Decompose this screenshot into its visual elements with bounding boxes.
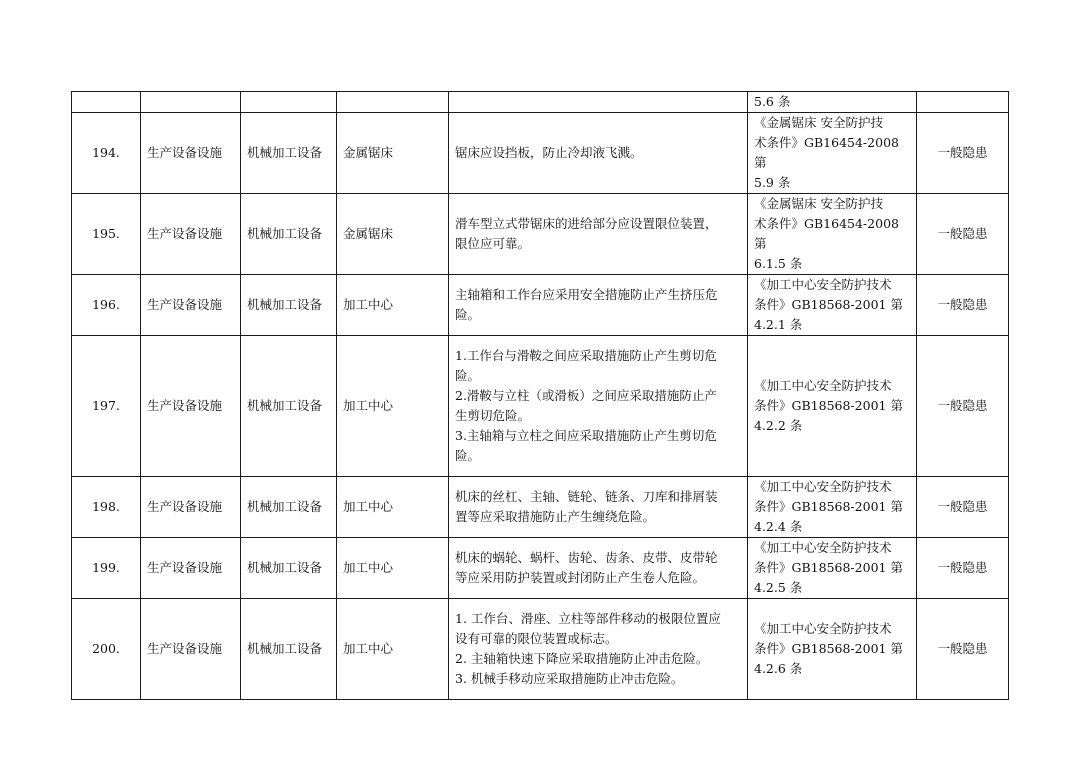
cell-equipment-type [337, 92, 449, 113]
cell-requirement [449, 599, 748, 700]
cell-basis-line: 4.2.1 条 [754, 317, 803, 332]
table-row [72, 194, 1009, 275]
cell-basis-line: 《加工中心安全防护技术 [754, 277, 892, 292]
cell-basis-line: 《加工中心安全防护技术 [754, 378, 892, 393]
cell-requirement [449, 275, 748, 336]
cell-basis-line: 《加工中心安全防护技术 [754, 540, 892, 555]
cell-hazard-level: 一般隐患 [917, 336, 1009, 477]
table-row [72, 336, 1009, 477]
cell-hazard-level [917, 92, 1009, 113]
cell-basis-line: 6.1.5 条 [754, 256, 803, 271]
cell-category: 生产设备设施 [141, 275, 241, 336]
table-row [72, 477, 1009, 538]
row-number: 194. [72, 113, 141, 194]
cell-requirement-line: 主轴箱和工作台应采用安全措施防止产生挤压危 [455, 287, 718, 302]
cell-hazard-level: 一般隐患 [917, 599, 1009, 700]
cell-requirement-line: 2. 主轴箱快速下降应采取措施防止冲击危险。 [455, 651, 709, 666]
cell-requirement-line: 险。 [455, 307, 481, 322]
cell-basis [748, 194, 917, 275]
cell-requirement [449, 113, 748, 194]
table-row [72, 113, 1009, 194]
cell-requirement-line: 置等应采取措施防止产生缠绕危险。 [455, 509, 656, 524]
cell-equipment: 机械加工设备 [241, 599, 337, 700]
hazard-table [71, 91, 1009, 700]
cell-equipment-type: 金属锯床 [337, 113, 449, 194]
cell-equipment-type: 加工中心 [337, 599, 449, 700]
cell-basis-line: 术条件》GB16454-2008 第 [754, 135, 899, 170]
cell-equipment-type: 加工中心 [337, 477, 449, 538]
table-body [72, 92, 1009, 700]
cell-requirement [449, 194, 748, 275]
row-number [72, 92, 141, 113]
table-row [72, 538, 1009, 599]
cell-basis-line: 《金属锯床 安全防护技 [754, 115, 883, 130]
cell-basis-line: 4.2.5 条 [754, 580, 803, 595]
row-number: 195. [72, 194, 141, 275]
row-number: 197. [72, 336, 141, 477]
cell-equipment: 机械加工设备 [241, 336, 337, 477]
cell-requirement [449, 477, 748, 538]
cell-equipment [241, 92, 337, 113]
cell-basis-line: 4.2.6 条 [754, 661, 803, 676]
cell-basis-line: 5.6 条 [754, 94, 791, 109]
table-row [72, 92, 1009, 113]
cell-requirement-line: 3. 机械手移动应采取措施防止冲击危险。 [455, 671, 684, 686]
cell-basis [748, 92, 917, 113]
cell-basis-line: 《加工中心安全防护技术 [754, 479, 892, 494]
cell-equipment-type: 加工中心 [337, 336, 449, 477]
cell-basis-line: 4.2.4 条 [754, 519, 803, 534]
cell-basis-line: 条件》GB18568-2001 第 [754, 641, 903, 656]
cell-equipment: 机械加工设备 [241, 275, 337, 336]
table-row [72, 599, 1009, 700]
cell-requirement-line: 等应采用防护装置或封闭防止产生卷人危险。 [455, 570, 706, 585]
row-number: 200. [72, 599, 141, 700]
cell-requirement-line: 生剪切危险。 [455, 408, 531, 423]
cell-requirement-line: 机床的蜗轮、蜗杆、齿轮、齿条、皮带、皮带轮 [455, 550, 718, 565]
cell-requirement-line: 限位应可靠。 [455, 236, 531, 251]
cell-requirement-line: 1. 工作台、滑座、立柱等部件移动的极限位置应 [455, 611, 721, 626]
cell-requirement-line: 滑车型立式带锯床的进给部分应设置限位装置， [455, 216, 718, 231]
cell-hazard-level: 一般隐患 [917, 477, 1009, 538]
row-number: 198. [72, 477, 141, 538]
cell-category: 生产设备设施 [141, 538, 241, 599]
cell-requirement-line: 险。 [455, 448, 481, 463]
cell-basis [748, 599, 917, 700]
cell-basis-line: 《金属锯床 安全防护技 [754, 196, 883, 211]
cell-hazard-level: 一般隐患 [917, 275, 1009, 336]
cell-basis-line: 条件》GB18568-2001 第 [754, 398, 903, 413]
cell-basis-line: 5.9 条 [754, 175, 791, 190]
cell-basis-line: 条件》GB18568-2001 第 [754, 560, 903, 575]
cell-category: 生产设备设施 [141, 477, 241, 538]
cell-basis-line: 术条件》GB16454-2008 第 [754, 216, 899, 251]
cell-requirement-line: 设有可靠的限位装置或标志。 [455, 631, 618, 646]
row-number: 199. [72, 538, 141, 599]
cell-equipment: 机械加工设备 [241, 113, 337, 194]
cell-requirement-line: 3.主轴箱与立柱之间应采取措施防止产生剪切危 [455, 428, 717, 443]
cell-basis-line: 4.2.2 条 [754, 418, 803, 433]
cell-category: 生产设备设施 [141, 599, 241, 700]
cell-requirement-line: 2.滑鞍与立柱（或滑板）之间应采取措施防止产 [455, 388, 717, 403]
cell-basis [748, 113, 917, 194]
cell-category [141, 92, 241, 113]
cell-equipment-type: 加工中心 [337, 538, 449, 599]
cell-hazard-level: 一般隐患 [917, 194, 1009, 275]
cell-hazard-level: 一般隐患 [917, 538, 1009, 599]
cell-basis [748, 538, 917, 599]
table-row [72, 275, 1009, 336]
cell-equipment-type: 加工中心 [337, 275, 449, 336]
cell-equipment: 机械加工设备 [241, 194, 337, 275]
cell-category: 生产设备设施 [141, 336, 241, 477]
row-number: 196. [72, 275, 141, 336]
cell-requirement-line: 锯床应设挡板，防止冷却液飞溅。 [455, 145, 643, 160]
cell-requirement-line: 机床的丝杠、主轴、链轮、链条、刀库和排屑装 [455, 489, 718, 504]
cell-requirement [449, 538, 748, 599]
cell-basis [748, 275, 917, 336]
cell-basis [748, 477, 917, 538]
cell-category: 生产设备设施 [141, 113, 241, 194]
cell-requirement [449, 92, 748, 113]
cell-equipment: 机械加工设备 [241, 477, 337, 538]
cell-equipment-type: 金属锯床 [337, 194, 449, 275]
cell-requirement [449, 336, 748, 477]
cell-category: 生产设备设施 [141, 194, 241, 275]
cell-basis [748, 336, 917, 477]
cell-requirement-line: 险。 [455, 368, 481, 383]
cell-basis-line: 《加工中心安全防护技术 [754, 621, 892, 636]
cell-equipment: 机械加工设备 [241, 538, 337, 599]
cell-hazard-level: 一般隐患 [917, 113, 1009, 194]
cell-basis-line: 条件》GB18568-2001 第 [754, 297, 903, 312]
cell-basis-line: 条件》GB18568-2001 第 [754, 499, 903, 514]
cell-requirement-line: 1.工作台与滑鞍之间应采取措施防止产生剪切危 [455, 348, 717, 363]
